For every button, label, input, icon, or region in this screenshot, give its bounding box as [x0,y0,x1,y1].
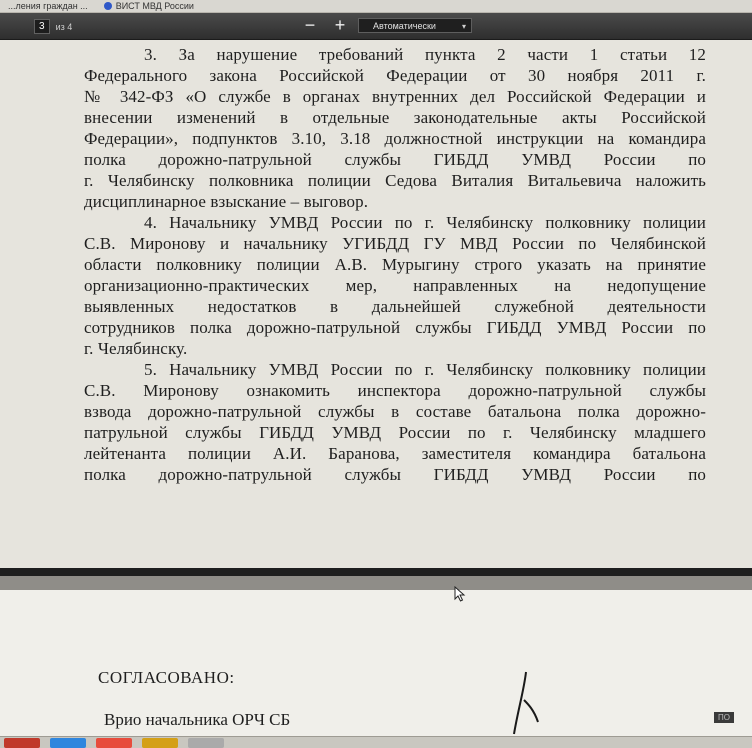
zoom-out-button[interactable]: − [304,15,316,35]
signer-position: Врио начальника ОРЧ СБ [104,710,291,729]
taskbar-window-icon[interactable] [188,738,224,748]
text-line: патрульной службы ГИБДД УМВД России по г. Челябинску младшего [84,423,706,442]
document-page-next [0,590,752,736]
zoom-in-button[interactable]: + [334,15,346,35]
text-line: 4. Начальнику УМВД России по г. Челябинску полковнику полиции [144,213,706,232]
signature-mark [504,670,544,736]
page-separator [0,568,752,576]
text-line: г. Челябинску полковника полиции Седова Виталия Витальевича наложить [84,171,706,190]
browser-tab-strip [0,0,752,13]
document-page [0,40,752,569]
text-line: области полковнику полиции А.В. Мурыгину строго указать на принятие [84,255,706,274]
taskbar-browser-icon[interactable] [50,738,86,748]
zoom-select-value: Автоматически [373,21,436,31]
text-line: 5. Начальнику УМВД России по г. Челябинску полковнику полиции [144,360,706,379]
zoom-select[interactable] [358,18,472,33]
text-line: полка дорожно-патрульной службы ГИБДД УМВД России по [84,465,706,484]
taskbar-opera-icon[interactable] [96,738,132,748]
text-line: С.В. Миронову и начальнику УГИБДД ГУ МВД России по Челябинской [84,234,706,253]
tab-1-label: ...ления граждан ... [8,1,88,11]
text-line: г. Челябинску. [84,339,188,358]
taskbar-folder-icon[interactable] [142,738,178,748]
mouse-cursor-icon [454,586,466,602]
corner-badge: ПО [714,712,734,723]
page-total-label: из 4 [55,21,73,32]
pdf-viewer-toolbar [0,13,752,40]
text-line: Федерального закона Российской Федерации от 30 ноября 2011 г. [84,66,706,85]
site-favicon-icon [104,2,112,10]
text-line: внесении изменений в отдельные законодательные акты Российской [84,108,706,127]
browser-tab-1[interactable] [0,0,96,12]
text-line: лейтенанта полиции А.И. Баранова, заместителя командира батальона [84,444,706,463]
text-line: полка дорожно-патрульной службы ГИБДД УМВД России по [84,150,706,169]
text-line: 3. За нарушение требований пункта 2 части 1 статьи 12 [144,45,706,64]
os-taskbar [0,736,752,748]
text-line: организационно-практических мер, направленных на недопущение [84,276,706,295]
chevron-down-icon: ▾ [461,22,466,31]
taskbar-app-icon[interactable] [4,738,40,748]
browser-tab-2[interactable] [96,0,202,12]
text-line: С.В. Миронову ознакомить инспектора дорожно-патрульной службы [84,381,706,400]
agreed-heading: СОГЛАСОВАНО: [98,668,235,687]
text-line: взвода дорожно-патрульной службы в составе батальона полка дорожно- [84,402,706,421]
tab-2-label: ВИСТ МВД России [115,1,194,11]
text-line: дисциплинарное взыскание – выговор. [84,192,369,211]
page-gap [0,576,752,590]
document-text-block [84,44,706,485]
page-number-input[interactable]: 3 [34,19,50,34]
page-indicator [34,19,72,34]
text-line: № 342-ФЗ «О службе в органах внутренних дел Российской Федерации и [84,87,706,106]
text-line: выявленных недостатков в дальнейшей служебной деятельности [84,297,706,316]
text-line: Федерации», подпунктов 3.10, 3.18 должностной инструкции на командира [84,129,706,148]
text-line: сотрудников полка дорожно-патрульной службы ГИБДД УМВД России по [84,318,706,337]
